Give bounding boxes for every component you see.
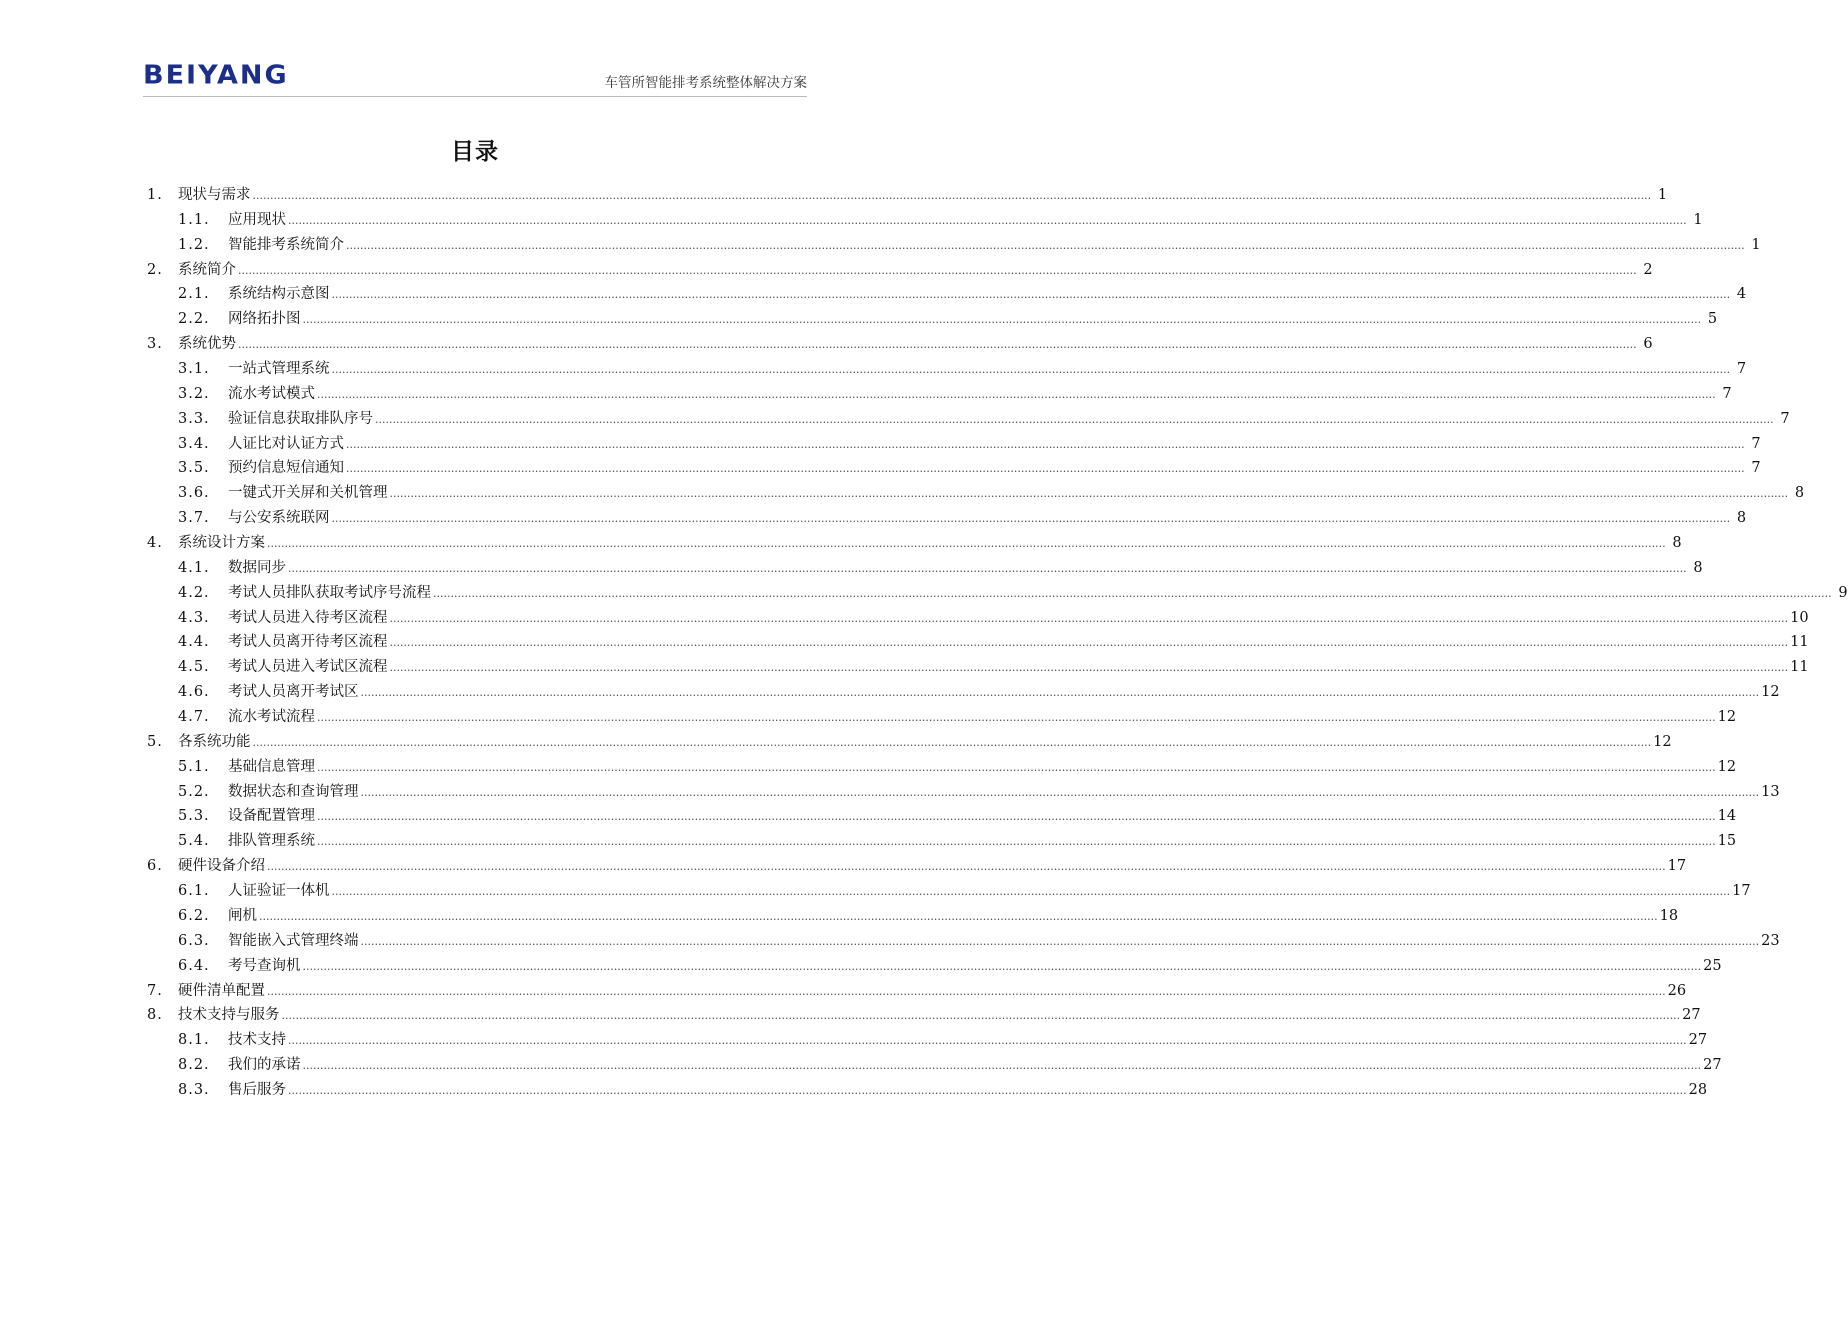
toc-entry[interactable] xyxy=(147,630,1809,655)
toc-dot-leader: ................................................................................................................................................................................................................................................................................................................................................................................................................ xyxy=(302,959,1702,973)
toc-entry-number: 6.2. xyxy=(178,907,210,924)
toc-entry[interactable] xyxy=(147,680,1780,705)
toc-entry[interactable] xyxy=(147,979,1687,1004)
toc-entry-page: 7 xyxy=(1751,435,1761,452)
toc-entry[interactable] xyxy=(147,606,1809,631)
toc-entry[interactable] xyxy=(147,481,1805,506)
toc-entry[interactable] xyxy=(147,755,1737,780)
toc-entry[interactable] xyxy=(147,233,1761,258)
toc-entry-title[interactable]: 硬件清单配置 xyxy=(178,982,265,999)
toc-entry-number: 3.1. xyxy=(178,361,210,378)
toc-entry-number: 4.2. xyxy=(178,584,210,601)
toc-entry-number: 5.2. xyxy=(178,783,210,800)
toc-entry-number: 3.7. xyxy=(178,510,210,527)
toc-entry-number: 1.1. xyxy=(178,211,210,228)
toc-entry-title[interactable]: 考试人员排队获取考试序号流程 xyxy=(228,584,431,601)
toc-entry[interactable] xyxy=(147,730,1672,755)
toc-entry-number: 4.6. xyxy=(178,684,210,701)
toc-entry-title[interactable]: 各系统功能 xyxy=(178,733,251,750)
toc-entry[interactable] xyxy=(147,829,1737,854)
toc-entry[interactable] xyxy=(147,407,1790,432)
toc-dot-leader: ................................................................................................................................................................................................................................................................................................................................................................................................................ xyxy=(346,238,1745,252)
toc-entry-number: 6. xyxy=(147,858,163,875)
toc-dot-leader: ................................................................................................................................................................................................................................................................................................................................................................................................................ xyxy=(360,686,1760,700)
toc-entry-number: 8. xyxy=(147,1007,163,1024)
toc-entry-title[interactable]: 考号查询机 xyxy=(228,957,301,974)
toc-dot-leader: ................................................................................................................................................................................................................................................................................................................................................................................................................ xyxy=(267,537,1666,551)
toc-entry-number: 3.5. xyxy=(178,460,210,477)
toc-entry-title[interactable]: 流水考试流程 xyxy=(228,709,315,726)
toc-entry-title[interactable]: 一站式管理系统 xyxy=(228,361,330,378)
toc-dot-leader: ................................................................................................................................................................................................................................................................................................................................................................................................................ xyxy=(360,934,1760,948)
toc-dot-leader: ................................................................................................................................................................................................................................................................................................................................................................................................................ xyxy=(302,1059,1702,1073)
toc-dot-leader: ................................................................................................................................................................................................................................................................................................................................................................................................................ xyxy=(317,711,1716,725)
toc-entry-title[interactable]: 一键式开关屏和关机管理 xyxy=(228,485,388,502)
toc-heading: 目录 xyxy=(451,138,499,165)
toc-entry-page: 17 xyxy=(1667,858,1687,875)
toc-entry-title[interactable]: 流水考试模式 xyxy=(228,385,315,402)
toc-entry-page: 13 xyxy=(1761,783,1780,800)
toc-entry-page: 27 xyxy=(1703,1057,1722,1074)
toc-dot-leader: ................................................................................................................................................................................................................................................................................................................................................................................................................ xyxy=(317,810,1716,824)
toc-entry-number: 3.6. xyxy=(178,485,210,502)
toc-entry-number: 1. xyxy=(147,187,163,203)
toc-dot-leader: ................................................................................................................................................................................................................................................................................................................................................................................................................ xyxy=(389,611,1789,625)
toc-dot-leader: ................................................................................................................................................................................................................................................................................................................................................................................................................ xyxy=(389,487,1789,501)
toc-dot-leader: ................................................................................................................................................................................................................................................................................................................................................................................................................ xyxy=(331,885,1731,899)
toc-entry[interactable] xyxy=(147,854,1687,879)
toc-dot-leader: ................................................................................................................................................................................................................................................................................................................................................................................................................ xyxy=(302,313,1702,327)
toc-entry-number: 7. xyxy=(147,982,163,999)
toc-entry-page: 7 xyxy=(1780,410,1790,427)
toc-entry-page: 2 xyxy=(1643,261,1653,278)
toc-dot-leader: ................................................................................................................................................................................................................................................................................................................................................................................................................ xyxy=(331,288,1731,302)
toc-dot-leader: ................................................................................................................................................................................................................................................................................................................................................................................................................ xyxy=(252,735,1652,749)
toc-entry[interactable] xyxy=(147,183,1668,208)
toc-entry[interactable] xyxy=(147,332,1653,357)
toc-entry-title[interactable]: 技术支持 xyxy=(228,1032,286,1049)
toc-entry[interactable] xyxy=(147,804,1737,829)
toc-entry-page: 27 xyxy=(1682,1007,1701,1024)
toc-entry[interactable] xyxy=(147,655,1809,680)
toc-entry-number: 5. xyxy=(147,733,163,750)
toc-entry-number: 6.4. xyxy=(178,957,210,974)
toc-dot-leader: ................................................................................................................................................................................................................................................................................................................................................................................................................ xyxy=(331,363,1731,377)
toc-entry-number: 6.3. xyxy=(178,932,210,949)
toc-entry[interactable] xyxy=(147,531,1682,556)
toc-entry-page: 18 xyxy=(1659,907,1679,924)
toc-dot-leader: ................................................................................................................................................................................................................................................................................................................................................................................................................ xyxy=(317,387,1716,401)
toc-entry-page: 12 xyxy=(1717,709,1737,726)
toc-entry-page: 8 xyxy=(1672,535,1682,552)
toc-entry[interactable] xyxy=(147,581,1848,606)
toc-entry-number: 8.2. xyxy=(178,1057,210,1074)
toc-entry-number: 2. xyxy=(147,261,163,278)
toc-entry-page: 12 xyxy=(1717,758,1737,775)
toc-dot-leader: ................................................................................................................................................................................................................................................................................................................................................................................................................ xyxy=(389,636,1789,650)
toc-entry-number: 5.4. xyxy=(178,833,210,850)
toc-entry-number: 3. xyxy=(147,336,163,353)
toc-dot-leader: ................................................................................................................................................................................................................................................................................................................................................................................................................ xyxy=(238,338,1637,352)
toc-entry[interactable] xyxy=(147,780,1780,805)
toc-entry[interactable] xyxy=(147,1003,1701,1028)
toc-entry-title[interactable]: 系统结构示意图 xyxy=(228,286,330,303)
toc-entry-title[interactable]: 验证信息获取排队序号 xyxy=(228,410,373,427)
toc-entry[interactable] xyxy=(147,357,1747,382)
toc-entry-page: 8 xyxy=(1693,559,1703,576)
table-of-contents xyxy=(147,183,1848,1103)
toc-dot-leader: ................................................................................................................................................................................................................................................................................................................................................................................................................ xyxy=(346,462,1745,476)
toc-entry-title[interactable]: 网络拓扑图 xyxy=(228,311,301,328)
toc-dot-leader: ................................................................................................................................................................................................................................................................................................................................................................................................................ xyxy=(317,835,1716,849)
toc-entry[interactable] xyxy=(147,432,1761,457)
toc-entry-number: 6.1. xyxy=(178,883,210,900)
toc-entry-title[interactable]: 数据同步 xyxy=(228,559,286,576)
toc-entry-number: 3.2. xyxy=(178,385,210,402)
toc-entry-number: 4.7. xyxy=(178,709,210,726)
toc-entry[interactable] xyxy=(147,705,1737,730)
toc-entry[interactable] xyxy=(147,929,1780,954)
toc-entry-title[interactable]: 与公安系统联网 xyxy=(228,510,330,527)
toc-entry-number: 3.4. xyxy=(178,435,210,452)
toc-entry-page: 11 xyxy=(1790,634,1809,651)
toc-entry-number: 2.1. xyxy=(178,286,210,303)
toc-dot-leader: ................................................................................................................................................................................................................................................................................................................................................................................................................ xyxy=(259,909,1658,923)
toc-entry-number: 3.3. xyxy=(178,410,210,427)
toc-dot-leader: ................................................................................................................................................................................................................................................................................................................................................................................................................ xyxy=(252,189,1652,202)
toc-entry-title[interactable]: 系统优势 xyxy=(178,336,236,353)
toc-entry[interactable] xyxy=(147,904,1679,929)
toc-entry-title[interactable]: 考试人员离开考试区 xyxy=(228,684,359,701)
toc-entry[interactable] xyxy=(147,879,1751,904)
toc-entry-page: 4 xyxy=(1736,286,1747,303)
toc-entry-page: 15 xyxy=(1717,833,1737,850)
toc-dot-leader: ................................................................................................................................................................................................................................................................................................................................................................................................................ xyxy=(267,860,1666,874)
toc-entry-number: 4.3. xyxy=(178,609,210,626)
toc-entry-title[interactable]: 人证比对认证方式 xyxy=(228,435,344,452)
toc-entry-page: 1 xyxy=(1751,236,1761,253)
toc-entry-page: 7 xyxy=(1736,361,1747,378)
toc-entry-title[interactable]: 考试人员进入考试区流程 xyxy=(228,659,388,676)
toc-entry[interactable] xyxy=(147,1078,1708,1103)
toc-dot-leader: ................................................................................................................................................................................................................................................................................................................................................................................................................ xyxy=(317,760,1716,774)
toc-entry-title[interactable]: 考试人员进入待考区流程 xyxy=(228,609,388,626)
toc-entry-page: 1 xyxy=(1657,187,1668,203)
toc-dot-leader: ................................................................................................................................................................................................................................................................................................................................................................................................................ xyxy=(288,561,1687,575)
toc-entry-title[interactable]: 智能嵌入式管理终端 xyxy=(228,932,359,949)
toc-dot-leader: ................................................................................................................................................................................................................................................................................................................................................................................................................ xyxy=(281,1009,1681,1023)
toc-dot-leader: ................................................................................................................................................................................................................................................................................................................................................................................................................ xyxy=(389,661,1789,675)
toc-entry-page: 7 xyxy=(1751,460,1761,477)
toc-entry-page: 6 xyxy=(1643,336,1653,353)
toc-entry-page: 27 xyxy=(1688,1032,1708,1049)
toc-dot-leader: ................................................................................................................................................................................................................................................................................................................................................................................................................ xyxy=(288,213,1687,227)
document-title: 车管所智能排考系统整体解决方案 xyxy=(604,75,807,91)
toc-entry-title[interactable]: 考试人员离开待考区流程 xyxy=(228,634,388,651)
toc-dot-leader: ................................................................................................................................................................................................................................................................................................................................................................................................................ xyxy=(288,1083,1687,1097)
toc-entry-number: 8.3. xyxy=(178,1081,210,1098)
toc-entry-number: 5.1. xyxy=(178,758,210,775)
beiyang-logo: BEIYANG xyxy=(143,60,289,91)
toc-entry-number: 5.3. xyxy=(178,808,210,825)
toc-entry[interactable] xyxy=(147,307,1718,332)
toc-entry-title[interactable]: 我们的承诺 xyxy=(228,1057,301,1074)
toc-entry-title[interactable]: 技术支持与服务 xyxy=(178,1007,280,1024)
toc-entry[interactable] xyxy=(147,556,1703,581)
toc-entry-title[interactable]: 硬件设备介绍 xyxy=(178,858,265,875)
toc-dot-leader: ................................................................................................................................................................................................................................................................................................................................................................................................................ xyxy=(331,512,1731,526)
toc-entry-page: 25 xyxy=(1703,957,1722,974)
page-header xyxy=(0,0,950,110)
toc-entry-title[interactable]: 现状与需求 xyxy=(178,187,251,203)
toc-dot-leader: ................................................................................................................................................................................................................................................................................................................................................................................................................ xyxy=(288,1034,1687,1048)
toc-entry[interactable] xyxy=(147,208,1703,233)
header-divider xyxy=(143,96,807,97)
toc-entry[interactable] xyxy=(147,382,1732,407)
toc-entry-page: 7 xyxy=(1722,385,1732,402)
toc-entry-page: 26 xyxy=(1667,982,1687,999)
toc-entry-page: 28 xyxy=(1688,1081,1708,1098)
toc-entry-title[interactable]: 系统简介 xyxy=(178,261,236,278)
toc-entry-page: 12 xyxy=(1761,684,1780,701)
toc-entry-page: 10 xyxy=(1790,609,1809,626)
toc-entry-page: 1 xyxy=(1693,211,1703,228)
toc-dot-leader: ................................................................................................................................................................................................................................................................................................................................................................................................................ xyxy=(375,412,1774,426)
toc-entry-title[interactable]: 设备配置管理 xyxy=(228,808,315,825)
toc-entry-title[interactable]: 预约信息短信通知 xyxy=(228,460,344,477)
toc-entry-title[interactable]: 系统设计方案 xyxy=(178,535,265,552)
toc-entry-title[interactable]: 人证验证一体机 xyxy=(228,883,330,900)
toc-dot-leader: ................................................................................................................................................................................................................................................................................................................................................................................................................ xyxy=(267,984,1666,998)
toc-entry-page: 23 xyxy=(1761,932,1780,949)
toc-entry-title[interactable]: 基础信息管理 xyxy=(228,758,315,775)
toc-entry[interactable] xyxy=(147,282,1747,307)
toc-entry-page: 17 xyxy=(1732,883,1751,900)
toc-dot-leader: ................................................................................................................................................................................................................................................................................................................................................................................................................ xyxy=(346,437,1745,451)
toc-entry-number: 1.2. xyxy=(178,236,210,253)
toc-entry-page: 5 xyxy=(1707,311,1718,328)
toc-entry[interactable] xyxy=(147,1028,1708,1053)
toc-entry-number: 4.1. xyxy=(178,559,210,576)
toc-entry[interactable] xyxy=(147,1053,1722,1078)
toc-dot-leader: ................................................................................................................................................................................................................................................................................................................................................................................................................ xyxy=(360,785,1760,799)
toc-entry-page: 11 xyxy=(1790,659,1809,676)
toc-entry-title[interactable]: 应用现状 xyxy=(228,211,286,228)
toc-entry[interactable] xyxy=(147,456,1761,481)
toc-entry-page: 12 xyxy=(1653,733,1672,750)
toc-entry[interactable] xyxy=(147,954,1722,979)
toc-entry[interactable] xyxy=(147,258,1653,283)
toc-entry-title[interactable]: 售后服务 xyxy=(228,1081,286,1098)
toc-entry-page: 9 xyxy=(1838,584,1848,601)
toc-entry-page: 14 xyxy=(1717,808,1737,825)
toc-entry-number: 8.1. xyxy=(178,1032,210,1049)
toc-entry-number: 4.4. xyxy=(178,634,210,651)
toc-entry-page: 8 xyxy=(1794,485,1805,502)
toc-dot-leader: ................................................................................................................................................................................................................................................................................................................................................................................................................ xyxy=(433,586,1832,600)
toc-entry-number: 4.5. xyxy=(178,659,210,676)
toc-entry-number: 2.2. xyxy=(178,311,210,328)
toc-entry-title[interactable]: 排队管理系统 xyxy=(228,833,315,850)
toc-entry[interactable] xyxy=(147,506,1747,531)
toc-entry-title[interactable]: 智能排考系统简介 xyxy=(228,236,344,253)
toc-entry-title[interactable]: 闸机 xyxy=(228,907,257,924)
toc-entry-page: 8 xyxy=(1736,510,1747,527)
toc-entry-number: 4. xyxy=(147,535,163,552)
toc-entry-title[interactable]: 数据状态和查询管理 xyxy=(228,783,359,800)
toc-dot-leader: ................................................................................................................................................................................................................................................................................................................................................................................................................ xyxy=(238,263,1637,277)
